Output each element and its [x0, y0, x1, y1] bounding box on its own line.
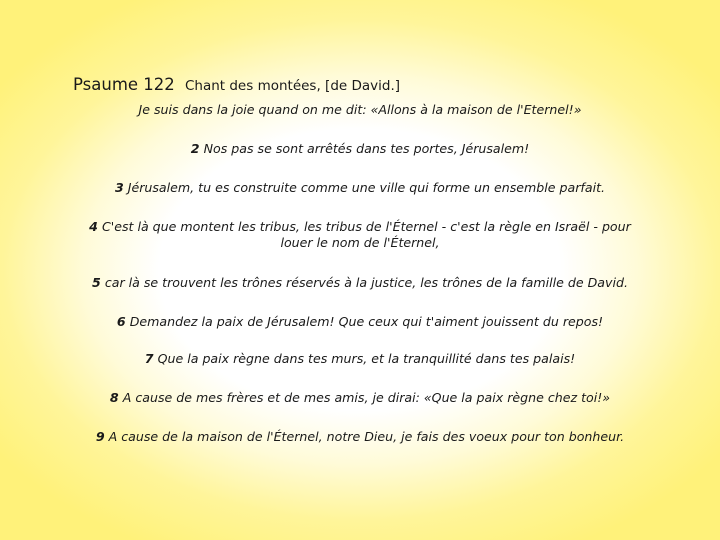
verse-7 — [70, 351, 650, 367]
verse-text: Je suis dans la joie quand on me dit: «Allons à la maison de l'Eternel!» — [138, 102, 582, 117]
verse-number: 3 — [114, 180, 124, 195]
verse-5 — [70, 275, 650, 291]
verse-9 — [70, 429, 650, 445]
verse-6 — [70, 314, 650, 330]
verse-text: A cause de la maison de l'Éternel, notre Dieu, je fais des voeux pour ton bonheur. — [108, 429, 625, 444]
psalm-title: Psaume 122 — [73, 75, 175, 94]
verse-4 — [80, 219, 640, 251]
verse-text: Demandez la paix de Jérusalem! Que ceux qui t'aiment jouissent du repos! — [129, 314, 604, 329]
verse-number: 8 — [109, 390, 119, 405]
verse-text: Nos pas se sont arrêtés dans tes portes, Jérusalem! — [203, 141, 530, 156]
verse-number: 9 — [95, 429, 105, 444]
verse-3 — [70, 180, 650, 196]
verse-number: 2 — [190, 141, 200, 156]
verse-number: 7 — [144, 351, 154, 366]
verse-2 — [70, 141, 650, 157]
verse-number: 4 — [89, 219, 98, 234]
verse-text: Jérusalem, tu es construite comme une ville qui forme un ensemble parfait. — [127, 180, 606, 195]
verse-number: 6 — [116, 314, 126, 329]
verse-text: car là se trouvent les trônes réservés à la justice, les trônes de la famille de David. — [104, 275, 628, 290]
verse-text: C'est là que montent les tribus, les tribus de l'Éternel - c'est la règle en Israël - pour louer le nom de l'Éternel, — [101, 219, 631, 250]
psalm-subtitle: Chant des montées, [de David.] — [184, 78, 401, 94]
verse-text: A cause de mes frères et de mes amis, je dirai: «Que la paix règne chez toi!» — [122, 390, 611, 405]
page-title — [73, 60, 400, 98]
verse-1 — [70, 102, 650, 118]
verse-text: Que la paix règne dans tes murs, et la tranquillité dans tes palais! — [157, 351, 576, 366]
verse-number: 5 — [92, 275, 101, 290]
verse-8 — [70, 390, 650, 406]
